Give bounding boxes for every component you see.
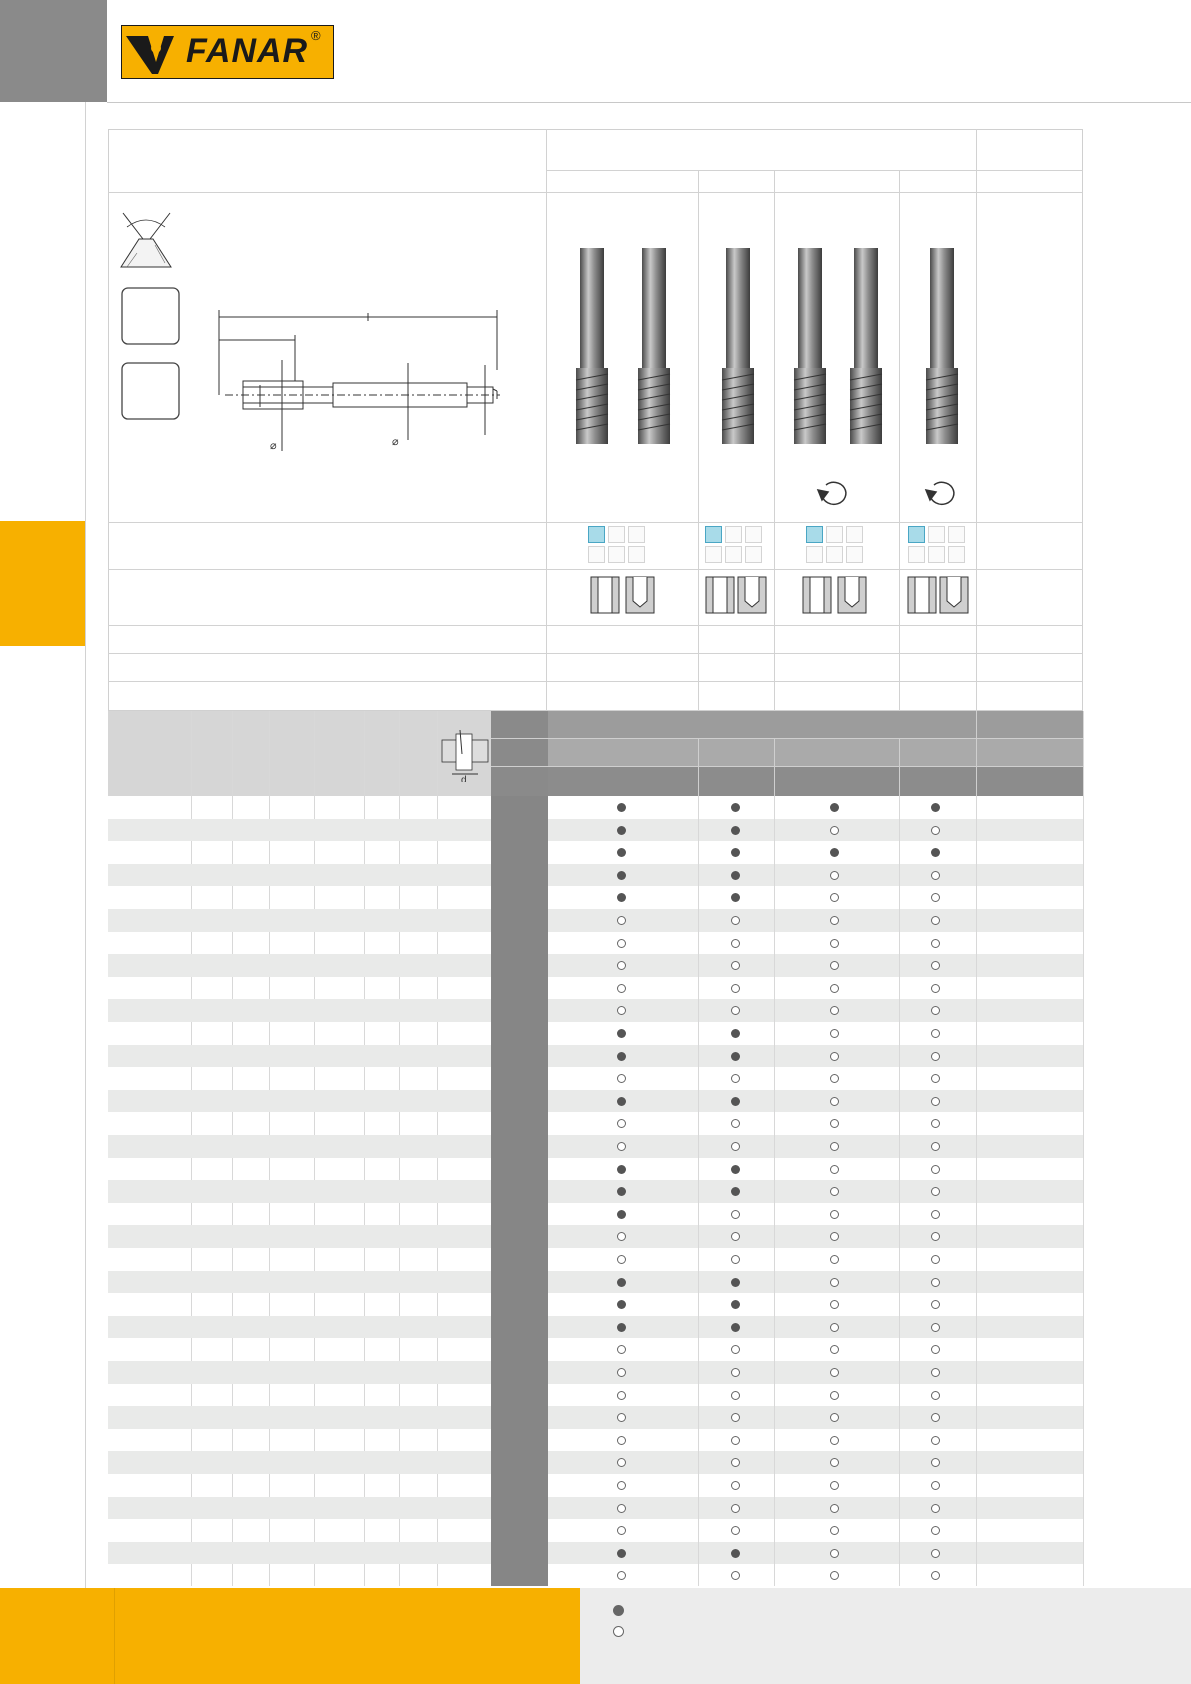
open-dot-icon [617, 984, 626, 993]
open-dot-icon [931, 1255, 940, 1264]
open-dot-icon [617, 1255, 626, 1264]
open-dot-icon [617, 939, 626, 948]
filled-dot-icon [731, 1097, 740, 1106]
filled-dot-icon [617, 1323, 626, 1332]
material-grid-cell [846, 526, 863, 543]
material-grid-cell [908, 526, 925, 543]
thread-profile-icon [121, 213, 171, 267]
filled-dot-icon [617, 1097, 626, 1106]
open-dot-icon [830, 1549, 839, 1558]
material-grid-cell [948, 546, 965, 563]
filled-dot-icon [731, 1549, 740, 1558]
filled-dot-icon [617, 826, 626, 835]
blind-hole-icon [838, 577, 866, 613]
open-dot-icon [731, 1142, 740, 1151]
open-dot-icon [931, 939, 940, 948]
footer-legend-panel [580, 1588, 1191, 1684]
open-dot-icon [931, 984, 940, 993]
material-grid-cell [928, 526, 945, 543]
open-dot-icon [830, 939, 839, 948]
open-dot-icon [931, 1391, 940, 1400]
filled-dot-icon [617, 803, 626, 812]
open-dot-icon [830, 984, 839, 993]
blind-hole-icon [940, 577, 968, 613]
material-grid-cell [745, 526, 762, 543]
filled-dot-icon [931, 803, 940, 812]
open-dot-icon [830, 1436, 839, 1445]
open-dot-icon [830, 1391, 839, 1400]
material-grid-cell [826, 526, 843, 543]
open-dot-icon [931, 826, 940, 835]
tap-image-4 [794, 248, 826, 444]
hole-type-icons [588, 575, 988, 617]
filled-dot-icon [731, 1278, 740, 1287]
material-grid-cell [846, 546, 863, 563]
through-hole-icon [591, 577, 619, 613]
open-dot-icon [931, 1368, 940, 1377]
material-grid-cell [725, 546, 742, 563]
material-grid-cell [588, 526, 605, 543]
blind-hole-icon [626, 577, 654, 613]
open-dot-icon [830, 1255, 839, 1264]
open-dot-icon [731, 1481, 740, 1490]
open-dot-icon [731, 1504, 740, 1513]
tap-image-6 [926, 248, 958, 444]
open-dot-icon [931, 1278, 940, 1287]
open-dot-icon [731, 984, 740, 993]
open-dot-icon [830, 871, 839, 880]
tap-image-3 [722, 248, 754, 444]
size-column [491, 796, 548, 1586]
open-dot-icon [931, 1029, 940, 1038]
open-dot-icon [830, 826, 839, 835]
logo-registered-mark: ® [311, 28, 321, 43]
open-dot-icon [617, 1504, 626, 1513]
fanar-logo [121, 25, 334, 79]
open-dot-icon [830, 1481, 839, 1490]
svg-text:⌀: ⌀ [270, 440, 277, 452]
open-dot-icon [931, 1097, 940, 1106]
spec-badge-2 [122, 363, 179, 419]
filled-dot-icon [731, 803, 740, 812]
material-grid-cell [806, 526, 823, 543]
footer-accent-panel [0, 1588, 580, 1684]
through-hole-icon [803, 577, 831, 613]
material-grid-cell [928, 546, 945, 563]
material-grid-cell [745, 546, 762, 563]
filled-dot-icon [617, 1029, 626, 1038]
open-dot-icon [830, 1029, 839, 1038]
open-dot-icon [613, 1626, 624, 1637]
material-grid-cell [628, 546, 645, 563]
open-dot-icon [830, 916, 839, 925]
tap-image-2 [638, 248, 670, 444]
open-dot-icon [617, 1142, 626, 1151]
filled-dot-icon [830, 803, 839, 812]
open-dot-icon [830, 1165, 839, 1174]
filled-dot-icon [731, 826, 740, 835]
material-grid-cell [628, 526, 645, 543]
section-tab [0, 521, 85, 646]
open-dot-icon [931, 1052, 940, 1061]
open-dot-icon [931, 916, 940, 925]
open-dot-icon [731, 1436, 740, 1445]
fanar-v-mark-icon [122, 26, 182, 78]
open-dot-icon [830, 1210, 839, 1219]
blind-hole-icon [738, 577, 766, 613]
open-dot-icon [617, 916, 626, 925]
svg-text:d: d [461, 775, 467, 782]
open-dot-icon [931, 1165, 940, 1174]
open-dot-icon [731, 916, 740, 925]
spec-badge-1 [122, 288, 179, 344]
filled-dot-icon [731, 1323, 740, 1332]
open-dot-icon [931, 1504, 940, 1513]
material-grid-cell [608, 526, 625, 543]
filled-dot-icon [731, 871, 740, 880]
open-dot-icon [931, 1210, 940, 1219]
table-header-group [548, 711, 1083, 738]
material-grid-cell [826, 546, 843, 563]
header-rule [107, 102, 1191, 103]
open-dot-icon [830, 1504, 839, 1513]
filled-dot-icon [617, 871, 626, 880]
filled-dot-icon [617, 1549, 626, 1558]
material-grid-cell [705, 546, 722, 563]
product-images [560, 240, 1060, 530]
open-dot-icon [731, 1368, 740, 1377]
open-dot-icon [617, 1481, 626, 1490]
filled-dot-icon [731, 1052, 740, 1061]
material-grid-cell [806, 546, 823, 563]
open-dot-icon [830, 1278, 839, 1287]
open-dot-icon [931, 1436, 940, 1445]
through-hole-icon [908, 577, 936, 613]
left-margin-rule [85, 102, 86, 1588]
table-header-left [108, 711, 491, 796]
open-dot-icon [731, 1255, 740, 1264]
tap-dimension-drawing [115, 205, 515, 455]
left-hand-rotation-icon [818, 482, 846, 504]
material-grid-cell [725, 526, 742, 543]
open-dot-icon [830, 1323, 839, 1332]
drill-diameter-icon [440, 730, 490, 782]
open-dot-icon [830, 1142, 839, 1151]
material-grid-cell [608, 546, 625, 563]
tap-image-1 [576, 248, 608, 444]
open-dot-icon [931, 1323, 940, 1332]
filled-dot-icon [613, 1605, 624, 1616]
open-dot-icon [931, 1481, 940, 1490]
filled-dot-icon [731, 1165, 740, 1174]
filled-dot-icon [617, 1210, 626, 1219]
filled-dot-icon [617, 1278, 626, 1287]
open-dot-icon [617, 1368, 626, 1377]
open-dot-icon [830, 1052, 839, 1061]
svg-text:⌀: ⌀ [392, 436, 399, 448]
logo-text: FANAR [186, 32, 309, 70]
filled-dot-icon [617, 1052, 626, 1061]
open-dot-icon [731, 1391, 740, 1400]
open-dot-icon [731, 939, 740, 948]
open-dot-icon [931, 871, 940, 880]
material-grid-cell [588, 546, 605, 563]
header-grey-block [0, 0, 107, 102]
open-dot-icon [931, 1549, 940, 1558]
open-dot-icon [931, 1142, 940, 1151]
open-dot-icon [617, 1391, 626, 1400]
filled-dot-icon [731, 1029, 740, 1038]
material-grid-cell [908, 546, 925, 563]
filled-dot-icon [617, 1165, 626, 1174]
material-grid-cell [705, 526, 722, 543]
open-dot-icon [731, 1210, 740, 1219]
open-dot-icon [830, 1097, 839, 1106]
through-hole-icon [706, 577, 734, 613]
open-dot-icon [830, 1368, 839, 1377]
tap-image-5 [850, 248, 882, 444]
open-dot-icon [617, 1436, 626, 1445]
left-hand-rotation-icon [926, 482, 954, 504]
material-grid-cell [948, 526, 965, 543]
